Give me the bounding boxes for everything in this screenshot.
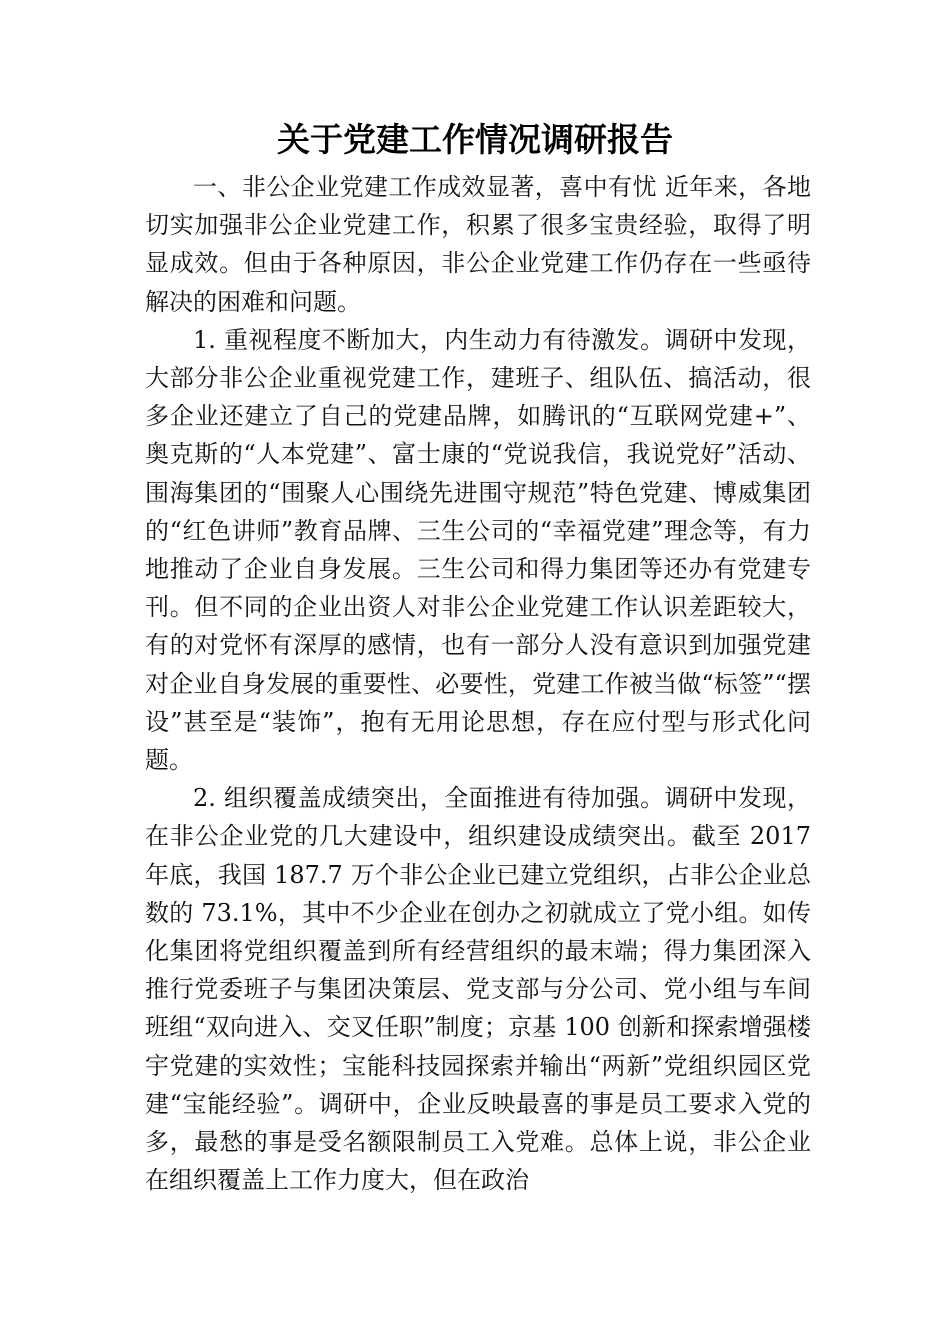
paragraph-point-2: 2. 组织覆盖成绩突出，全面推进有待加强。调研中发现，在非公企业党的几大建设中，组织建设成绩突出。截至 2017 年底，我国 187.7 万个非公企业已建立党组织，占非公企业总数的 73.1%，其中不少企业在创办之初就成立了党小组。如传化集团将党组织覆盖到所有经营组织的最末端；得力集团深入推行党委班子与集团决策层、党支部与分公司、党小组与车间班组“双向进入、交叉任职”制度；京基 100 创新和探索增强楼宇党建的实效性；宝能科技园探索并输出“两新”党组织园区党建“宝能经验”。调研中，企业反映最喜的事是员工要求入党的多，最愁的事是受名额限制员工入党难。总体上说，非公企业在组织覆盖上工作力度大，但在政治 — [145, 784, 811, 1195]
paragraph-intro: 一、非公企业党建工作成效显著，喜中有忧 近年来，各地切实加强非公企业党建工作，积累了很多宝贵经验，取得了明显成效。但由于各种原因，非公企业党建工作仍存在一些亟待解决的困难和问题。 — [145, 173, 811, 316]
paragraph-point-1: 1. 重视程度不断加大，内生动力有待激发。调研中发现，大部分非公企业重视党建工作，建班子、组队伍、搞活动，很多企业还建立了自己的党建品牌，如腾讯的“互联网党建+”、奥克斯的“人本党建”、富士康的“党说我信，我说党好”活动、围海集团的“围聚人心围绕先进围守规范”特色党建、博威集团的“红色讲师”教育品牌、三生公司的“幸福党建”理念等，有力地推动了企业自身发展。三生公司和得力集团等还办有党建专刊。但不同的企业出资人对非公企业党建工作认识差距较大，有的对党怀有深厚的感情，也有一部分人没有意识到加强党建对企业自身发展的重要性、必要性，党建工作被当做“标签”“摆设”甚至是“装饰”，抱有无用论思想，存在应付型与形式化问题。 — [145, 325, 811, 775]
document-body — [145, 168, 811, 1199]
document-title: 关于党建工作情况调研报告 — [277, 120, 673, 159]
